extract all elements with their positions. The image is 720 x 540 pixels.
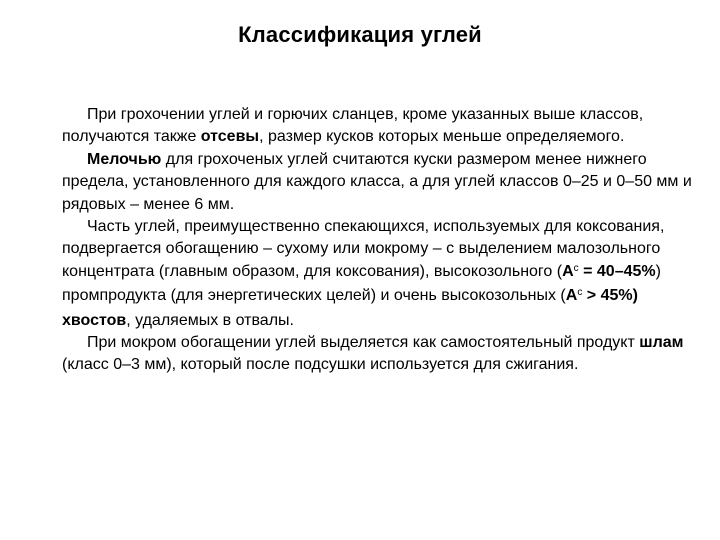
term-slime: шлам bbox=[639, 334, 684, 352]
paragraph-fines bbox=[62, 149, 694, 216]
ash-superscript: c bbox=[573, 262, 579, 274]
ash-symbol: A bbox=[565, 287, 578, 305]
ash-symbol: A bbox=[562, 262, 574, 280]
slide-body bbox=[62, 104, 694, 377]
paragraph-slime bbox=[62, 332, 694, 377]
paragraph-text: , удаляемых в отвалы. bbox=[126, 311, 294, 329]
paragraph-text: При мокром обогащении углей выделяется как самостоятельный продукт bbox=[87, 334, 640, 352]
term-screenings: отсевы bbox=[200, 128, 260, 146]
paragraph-text: Часть углей, преимущественно спекающихся, используемых для коксования, подвергается обогащению – сухому или мокрому – с выделением малозольного концентрата (главным образом, для коксования), высокозольного ( bbox=[62, 218, 665, 280]
paragraph-text: для грохоченых углей считаются куски размером менее нижнего предела, установленного для каждого класса, а для углей классов 0–25 и 0–50 мм и рядовых – менее 6 мм. bbox=[62, 150, 692, 213]
paragraph-text: (класс 0–3 мм), который после подсушки используется для сжигания. bbox=[62, 356, 579, 374]
paragraph-enrichment bbox=[62, 216, 694, 332]
paragraph-text: При грохочении углей и горючих сланцев, кроме указанных выше классов, получаются также bbox=[62, 106, 644, 146]
term-tailings: > 45%) хвостов bbox=[62, 287, 638, 329]
paragraph-text: ) промпродукта (для энергетических целей) и очень высокозольных ( bbox=[62, 262, 661, 305]
ash-value-middlings: = 40–45% bbox=[578, 262, 656, 280]
paragraph-screenings bbox=[62, 104, 694, 149]
paragraph-text: , размер кусков которых меньше определяемого. bbox=[259, 128, 625, 146]
slide-title: Классификация углей bbox=[238, 22, 482, 47]
ash-superscript: c bbox=[577, 287, 583, 299]
term-fines: Мелочью bbox=[87, 150, 162, 168]
